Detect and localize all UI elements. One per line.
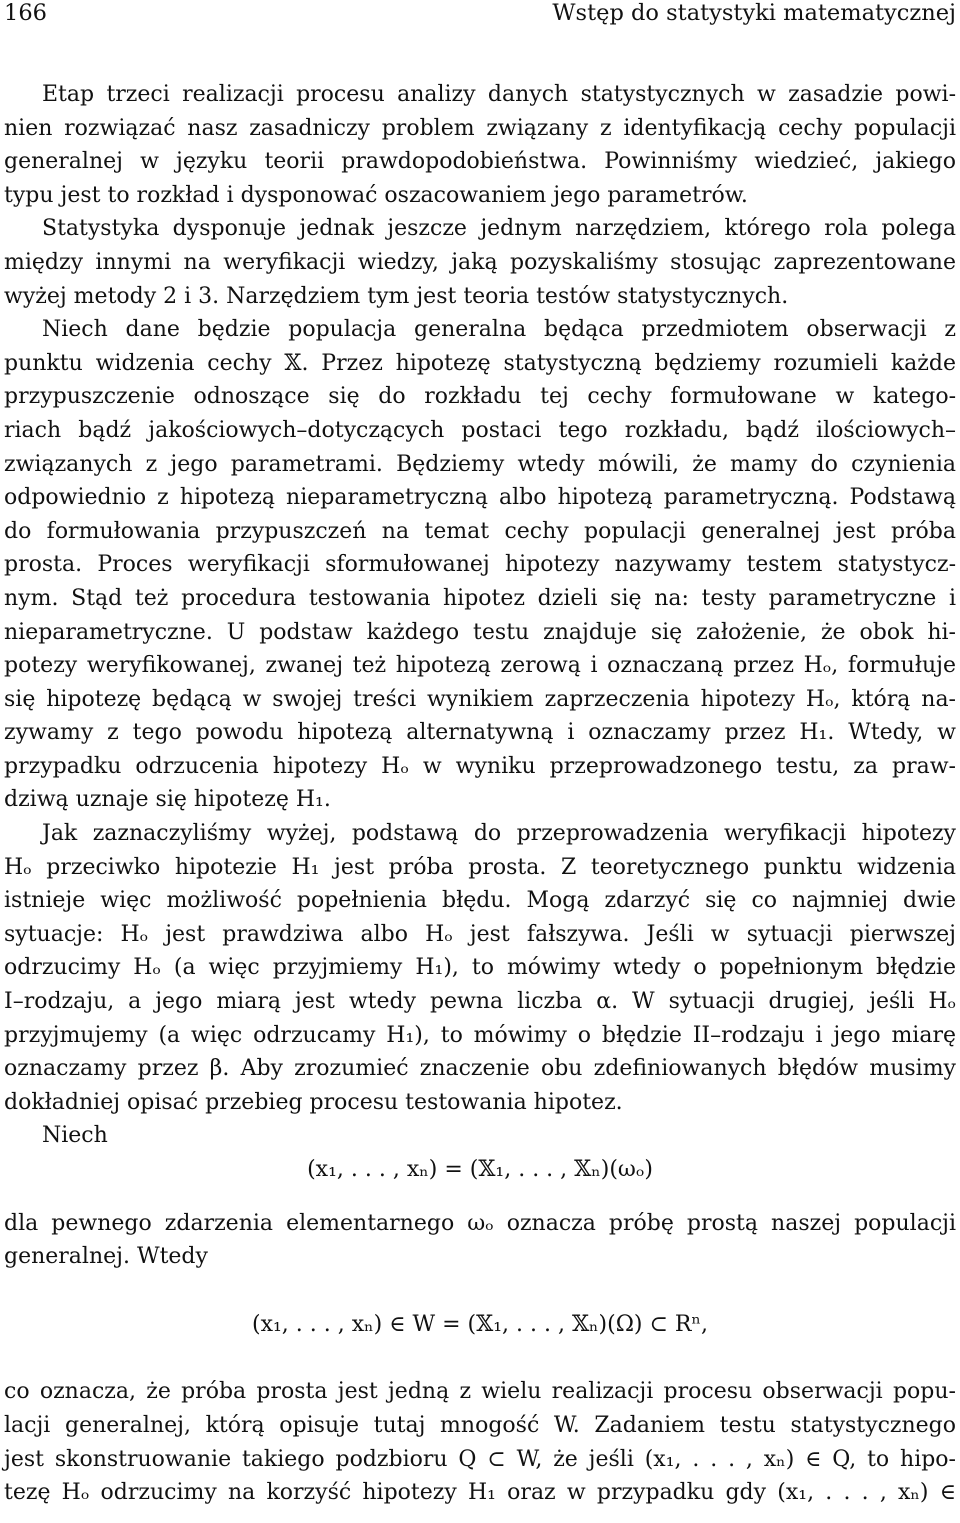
display-equation: (x₁, . . . , xₙ) = (𝕏₁, . . . , 𝕏ₙ)(ωₒ) bbox=[307, 1157, 653, 1182]
text-line: między innymi na weryfikacji wiedzy, jaką pozyskaliśmy stosując zaprezentowane bbox=[4, 249, 956, 275]
text-line: do formułowania przypuszczeń na temat cechy populacji generalnej jest próba bbox=[4, 518, 956, 544]
text-line: odrzucimy Hₒ (a więc przyjmiemy H₁), to mówimy wtedy o popełnionym błędzie bbox=[4, 955, 956, 981]
text-line: Niech dane będzie populacja generalna będąca przedmiotem obserwacji z bbox=[42, 317, 956, 343]
text-line: I–rodzaju, a jego miarą jest wtedy pewna liczba α. W sytuacji drugiej, jeśli Hₒ bbox=[4, 989, 956, 1015]
text-line: generalnej. Wtedy bbox=[4, 1244, 208, 1270]
page-number: 166 bbox=[4, 0, 47, 26]
text-line: wyżej metody 2 i 3. Narzędziem tym jest teoria testów statystycznych. bbox=[4, 283, 789, 309]
text-line: potezy weryfikowanej, zwanej też hipotezą zerową i oznaczaną przez Hₒ, formułuje bbox=[4, 653, 956, 679]
text-line: typu jest to rozkład i dysponować oszacowaniem jego parametrów. bbox=[4, 182, 748, 208]
text-line: oznaczamy przez β. Aby zrozumieć znaczenie obu zdefiniowanych błędów musimy bbox=[4, 1056, 956, 1082]
running-header bbox=[4, 0, 956, 30]
text-line: istnieje więc możliwość popełnienia błędu. Mogą zdarzyć się co najmniej dwie bbox=[4, 888, 956, 914]
display-equation: (x₁, . . . , xₙ) ∈ W = (𝕏₁, . . . , 𝕏ₙ)(Ω) ⊂ Rⁿ, bbox=[251, 1311, 709, 1337]
text-line: dla pewnego zdarzenia elementarnego ωₒ oznacza próbę prostą naszej populacji bbox=[4, 1210, 956, 1236]
text-line: co oznacza, że próba prosta jest jedną z wielu realizacji procesu obserwacji popu- bbox=[4, 1379, 956, 1405]
text-line: nieparametryczne. U podstaw każdego testu znajduje się założenie, że obok hi- bbox=[4, 619, 956, 645]
spacer bbox=[4, 1187, 956, 1207]
text-line: dokładniej opisać przebieg procesu testowania hipotez. bbox=[4, 1089, 623, 1115]
text-line: Jak zaznaczyliśmy wyżej, podstawą do przeprowadzenia weryfikacji hipotezy bbox=[42, 821, 956, 847]
text-line: riach bądź jakościowych–dotyczących postaci tego rozkładu, bądź ilościowych– bbox=[4, 417, 956, 443]
text-line: nym. Stąd też procedura testowania hipotez dzieli się na: testy parametryczne i bbox=[4, 585, 956, 611]
text-line: przypadku odrzucenia hipotezy Hₒ w wyniku przeprowadzonego testu, za praw- bbox=[4, 753, 956, 779]
text-line: się hipotezę będącą w swojej treści wynikiem zaprzeczenia hipotezy Hₒ, którą na- bbox=[4, 686, 956, 712]
text-line: lacji generalnej, którą opisuje tutaj mnogość W. Zadaniem testu statystycznego bbox=[4, 1412, 956, 1438]
text-line: Statystyka dysponuje jednak jeszcze jednym narzędziem, którego rola polega bbox=[42, 216, 956, 242]
body-text bbox=[4, 78, 956, 1510]
text-line: punktu widzenia cechy 𝕏. Przez hipotezę statystyczną będziemy rozumieli każde bbox=[4, 350, 956, 376]
text-line: prosta. Proces weryfikacji sformułowanej hipotezy nazywamy testem statystycz- bbox=[4, 552, 956, 578]
running-title: Wstęp do statystyki matematycznej bbox=[552, 0, 956, 26]
text-line: jest skonstruowanie takiego podzbioru Q ⊂ W, że jeśli (x₁, . . . , xₙ) ∈ Q, to hipo- bbox=[4, 1446, 956, 1472]
spacer bbox=[4, 1341, 956, 1375]
text-line: generalnej w języku teorii prawdopodobieństwa. Powinniśmy wiedzieć, jakiego bbox=[4, 149, 956, 175]
text-line: dziwą uznaje się hipotezę H₁. bbox=[4, 787, 331, 813]
text-line: odpowiednio z hipotezą nieparametryczną albo hipotezą parametryczną. Podstawą bbox=[4, 485, 956, 511]
text-line: Hₒ przeciwko hipotezie H₁ jest próba prosta. Z teoretycznego punktu widzenia bbox=[4, 854, 956, 880]
text-line: zywamy z tego powodu hipotezą alternatywną i oznaczamy przez H₁. Wtedy, w bbox=[4, 720, 956, 746]
text-line: przyjmujemy (a więc odrzucamy H₁), to mówimy o błędzie II–rodzaju i jego miarę bbox=[4, 1022, 956, 1048]
text-line: związanych z jego parametrami. Będziemy wtedy mówili, że mamy do czynienia bbox=[4, 451, 956, 477]
spacer bbox=[4, 1274, 956, 1308]
text-line: Niech bbox=[42, 1123, 108, 1149]
text-line: Etap trzeci realizacji procesu analizy danych statystycznych w zasadzie powi- bbox=[42, 82, 956, 107]
text-line: przypuszczenie odnoszące się do rozkładu tej cechy formułowane w katego- bbox=[4, 384, 956, 410]
text-line: tezę Hₒ odrzucimy na korzyść hipotezy H₁ oraz w przypadku gdy (x₁, . . . , xₙ) ∈ bbox=[4, 1480, 956, 1506]
text-line: sytuacje: Hₒ jest prawdziwa albo Hₒ jest fałszywa. Jeśli w sytuacji pierwszej bbox=[4, 921, 956, 947]
text-line: nien rozwiązać nasz zasadniczy problem związany z identyfikacją cechy populacji bbox=[4, 115, 956, 141]
